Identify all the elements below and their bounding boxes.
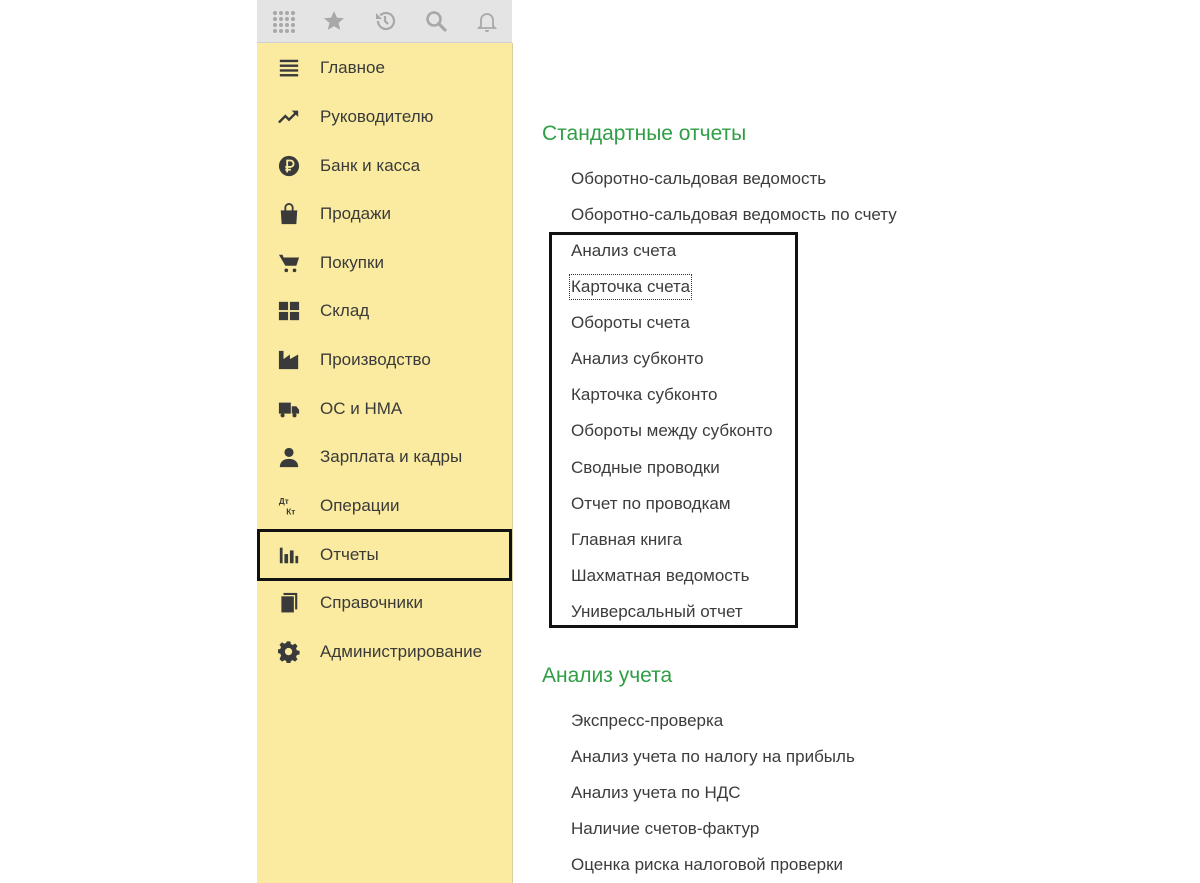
sidebar-item-zarplata-i-kadry[interactable] [257,434,512,480]
sidebar-item-rukovoditelyu[interactable] [257,94,512,140]
report-link[interactable]: Универсальный отчет [571,602,743,621]
sidebar-item-label: Продажи [320,204,391,223]
svg-text:Кт: Кт [286,507,296,517]
books-icon [277,591,301,615]
apps-grid-icon [271,9,295,33]
sections-sidebar [257,43,513,883]
report-link[interactable]: Оборотно-сальдовая ведомость по счету [571,205,897,224]
sidebar-item-label: Зарплата и кадры [320,447,463,466]
report-link[interactable]: Анализ учета по НДС [571,783,741,802]
sidebar-item-label: Отчеты [320,545,379,564]
search-icon [424,9,448,33]
sidebar-item-label: Банк и касса [320,156,421,175]
ruble-icon [277,154,301,178]
gear-icon [277,640,301,664]
sidebar-item-prodazhi[interactable] [257,191,512,237]
factory-icon [277,348,301,372]
history-icon [373,9,397,33]
cart-icon [277,251,301,275]
shopping-bag-icon [277,202,301,226]
favorites-button[interactable] [308,0,359,42]
sidebar-item-bank-i-kassa[interactable] [257,143,512,189]
bar-chart-icon [277,543,301,567]
reports-panel [513,43,1200,883]
search-button[interactable] [410,0,461,42]
menu-lines-icon [277,56,301,80]
report-link[interactable]: Наличие счетов-фактур [571,819,760,838]
report-link[interactable]: Карточка счета [571,277,691,296]
dt-kt-icon [277,494,301,518]
sidebar-item-sklad[interactable] [257,288,512,334]
sidebar-item-proizvodstvo[interactable] [257,337,512,383]
trend-icon [277,105,301,129]
truck-icon [277,397,301,421]
sidebar-item-spravochniki[interactable] [257,580,512,626]
top-toolbar [257,0,512,43]
star-icon [322,9,346,33]
history-button[interactable] [359,0,410,42]
sidebar-item-label: Администрирование [320,642,483,661]
sidebar-item-label: Главное [320,58,385,77]
app-window [257,0,1200,883]
sidebar-item-pokupki[interactable] [257,240,512,286]
report-link[interactable]: Анализ субконто [571,349,704,368]
sidebar-item-operatsii[interactable] [257,483,512,529]
person-icon [277,445,301,469]
sidebar-item-administrirovanie[interactable] [257,629,512,675]
report-link[interactable]: Сводные проводки [571,458,720,477]
sidebar-item-label: Справочники [320,593,423,612]
sidebar-item-otchety[interactable] [257,529,512,581]
sidebar-item-label: Руководителю [320,107,434,126]
report-link[interactable]: Экспресс-проверка [571,711,724,730]
section-title-standard-reports: Стандартные отчеты [542,122,747,145]
notifications-button[interactable] [461,0,512,42]
report-link[interactable]: Главная книга [571,530,683,549]
sidebar-item-label: Покупки [320,253,384,272]
report-link[interactable]: Отчет по проводкам [571,494,731,513]
report-link[interactable]: Обороты между субконто [571,421,773,440]
report-link[interactable]: Оборотно-сальдовая ведомость [571,169,827,188]
sidebar-item-os-i-nma[interactable] [257,386,512,432]
svg-text:Дт: Дт [278,497,289,507]
report-link[interactable]: Анализ учета по налогу на прибыль [571,747,855,766]
section-title-accounting-analysis: Анализ учета [542,664,673,687]
sidebar-item-glavnoe[interactable] [257,45,512,91]
bell-icon [475,9,499,33]
apps-button[interactable] [257,0,308,42]
sidebar-item-label: ОС и НМА [320,399,403,418]
report-link[interactable]: Карточка субконто [571,385,718,404]
report-link[interactable]: Оценка риска налоговой проверки [571,855,844,874]
warehouse-icon [277,299,301,323]
report-link[interactable]: Обороты счета [571,313,690,332]
report-link[interactable]: Анализ счета [571,241,677,260]
sidebar-item-label: Операции [320,496,400,515]
report-link[interactable]: Шахматная ведомость [571,566,750,585]
sidebar-item-label: Производство [320,350,431,369]
sidebar-item-label: Склад [320,301,370,320]
